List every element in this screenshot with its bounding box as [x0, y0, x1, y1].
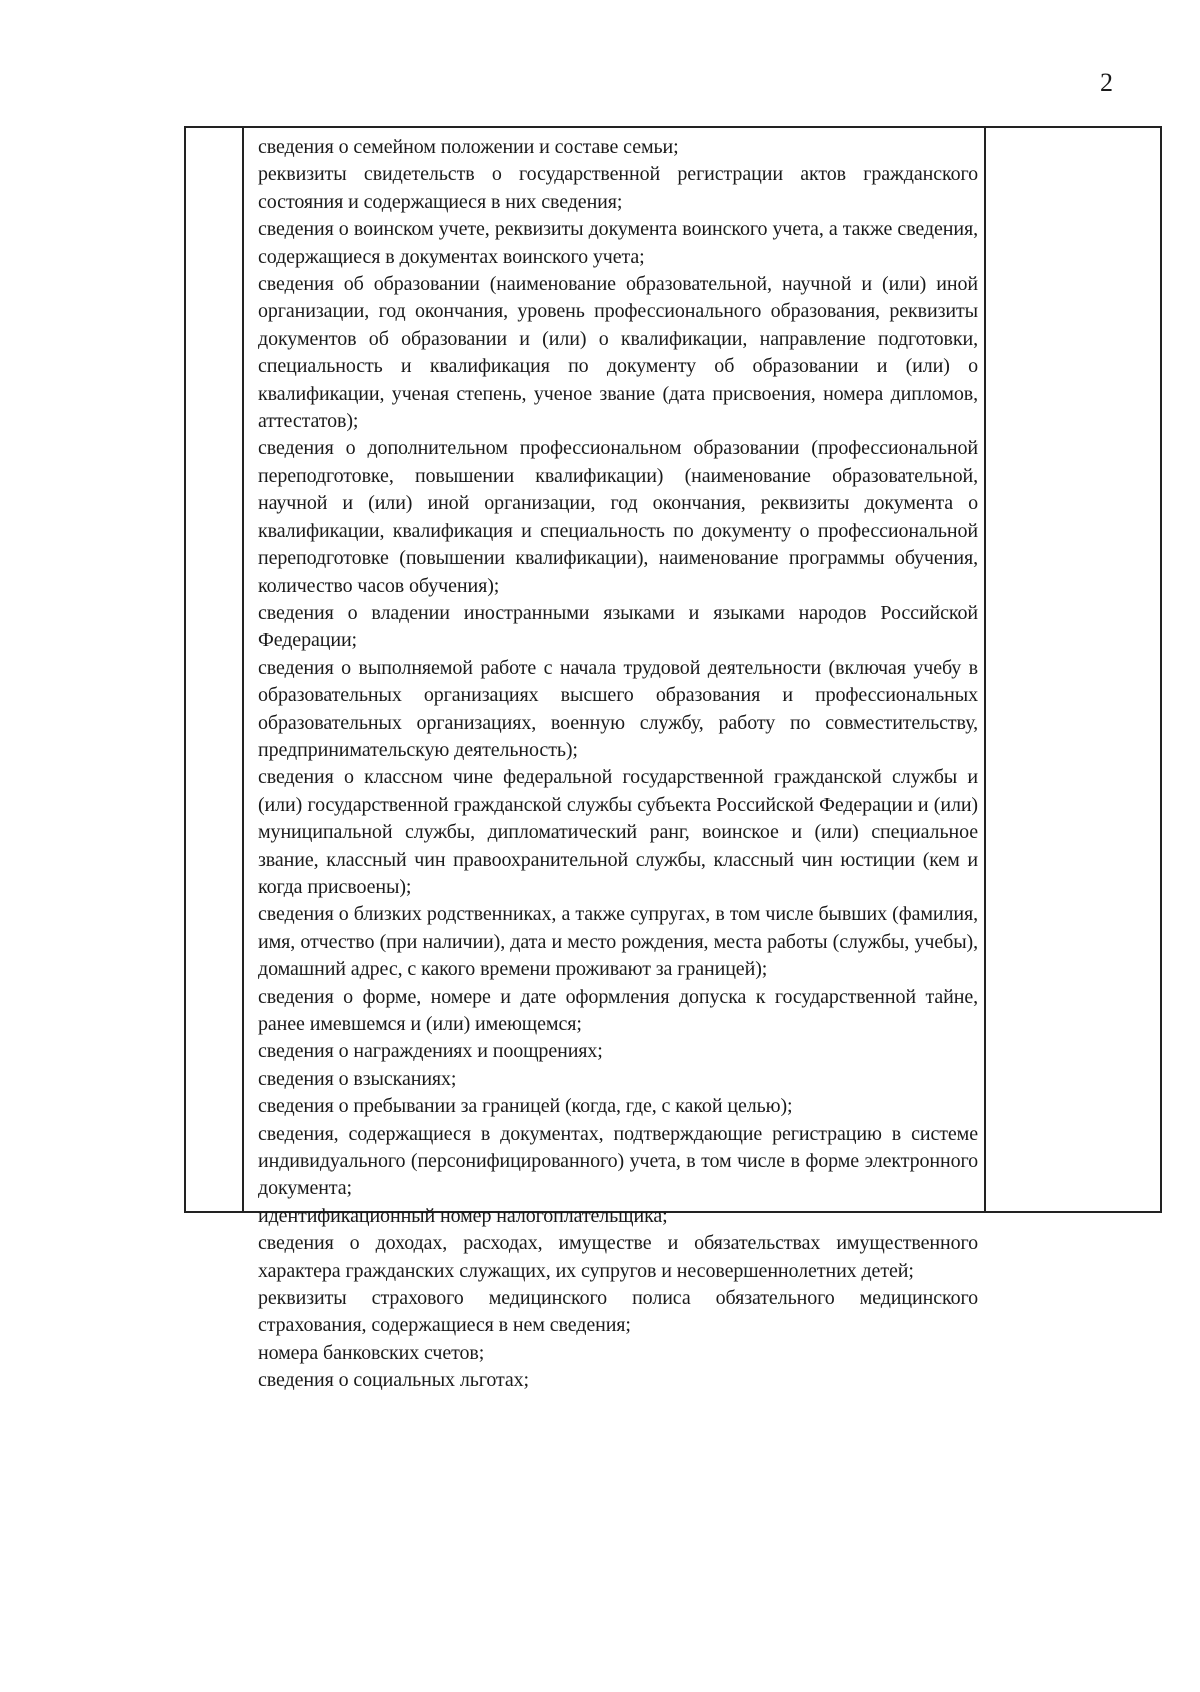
list-item: сведения об образовании (наименование образовательной, научной и (или) иной организации, год окончания, уровень профессионального образования, реквизиты документов об образовании и (или) о квалификации, направление подготовки, специальность и квалификация по документу об образовании и (или) о квалификации, ученая степень, ученое звание (дата присвоения, номера дипломов, аттестатов); [258, 273, 978, 433]
document-table [184, 126, 1162, 1392]
list-item: сведения о семейном положении и составе семьи; [258, 136, 679, 158]
list-item: сведения о взысканиях; [258, 1067, 457, 1090]
list-item: реквизиты свидетельств о государственной регистрации актов гражданского состояния и содержащиеся в них сведения; [258, 163, 978, 213]
list-item: сведения о форме, номере и дате оформления допуска к государственной тайне, ранее имевшемся и (или) имеющемся; [258, 985, 978, 1035]
list-item: сведения о воинском учете, реквизиты документа воинского учета, а также сведения, содержащиеся в документах воинского учета; [258, 218, 978, 268]
list-item: сведения о дополнительном профессиональном образовании (профессиональной переподготовке, повышении квалификации) (наименование образовательной, научной и (или) иной организации, год окончания, реквизиты документа о квалификации, квалификация и специальность по документу о профессиональной переподготовке (повышении квалификации), наименование программы обучения, количество часов обучения); [258, 437, 978, 597]
list-item: сведения о доходах, расходах, имуществе и обязательствах имущественного характера гражданских служащих, их супругов и несовершеннолетних детей; [258, 1232, 978, 1282]
table-cell-content [258, 134, 978, 1395]
list-item: сведения о социальных льготах; [258, 1369, 530, 1392]
list-item: сведения, содержащиеся в документах, подтверждающие регистрацию в системе индивидуального (персонифицированного) учета, в том числе в форме электронного документа; [258, 1122, 978, 1200]
page-number: 2 [1100, 68, 1113, 97]
list-item: реквизиты страхового медицинского полиса обязательного медицинского страхования, содержащиеся в нем сведения; [258, 1287, 978, 1337]
list-item: идентификационный номер налогоплательщика; [258, 1204, 668, 1227]
list-item: сведения о пребывании за границей (когда, где, с какой целью); [258, 1095, 793, 1118]
column-divider-left [242, 128, 244, 1211]
list-item: сведения о выполняемой работе с начала трудовой деятельности (включая учебу в образовательных организациях высшего образования и профессиональных образовательных организациях, военную службу, работу по совместительству, предпринимательскую деятельность); [258, 656, 978, 761]
list-item: номера банковских счетов; [258, 1341, 485, 1364]
list-item: сведения о владении иностранными языками и языками народов Российской Федерации; [258, 601, 978, 652]
list-item: сведения о классном чине федеральной государственной гражданской службы и (или) государственной гражданской службы субъекта Российской Федерации и (или) муниципальной службы, дипломатический ранг, воинское и (или) специальное звание, классный чин правоохранительной службы, классный чин юстиции (кем и когда присвоены); [258, 766, 978, 898]
list-item: сведения о награждениях и поощрениях; [258, 1040, 603, 1063]
column-divider-right [984, 128, 986, 1211]
list-item: сведения о близких родственниках, а также супругах, в том числе бывших (фамилия, имя, отчество (при наличии), дата и место рождения, места работы (службы, учебы), домашний адрес, с какого времени проживают за границей); [258, 903, 978, 981]
